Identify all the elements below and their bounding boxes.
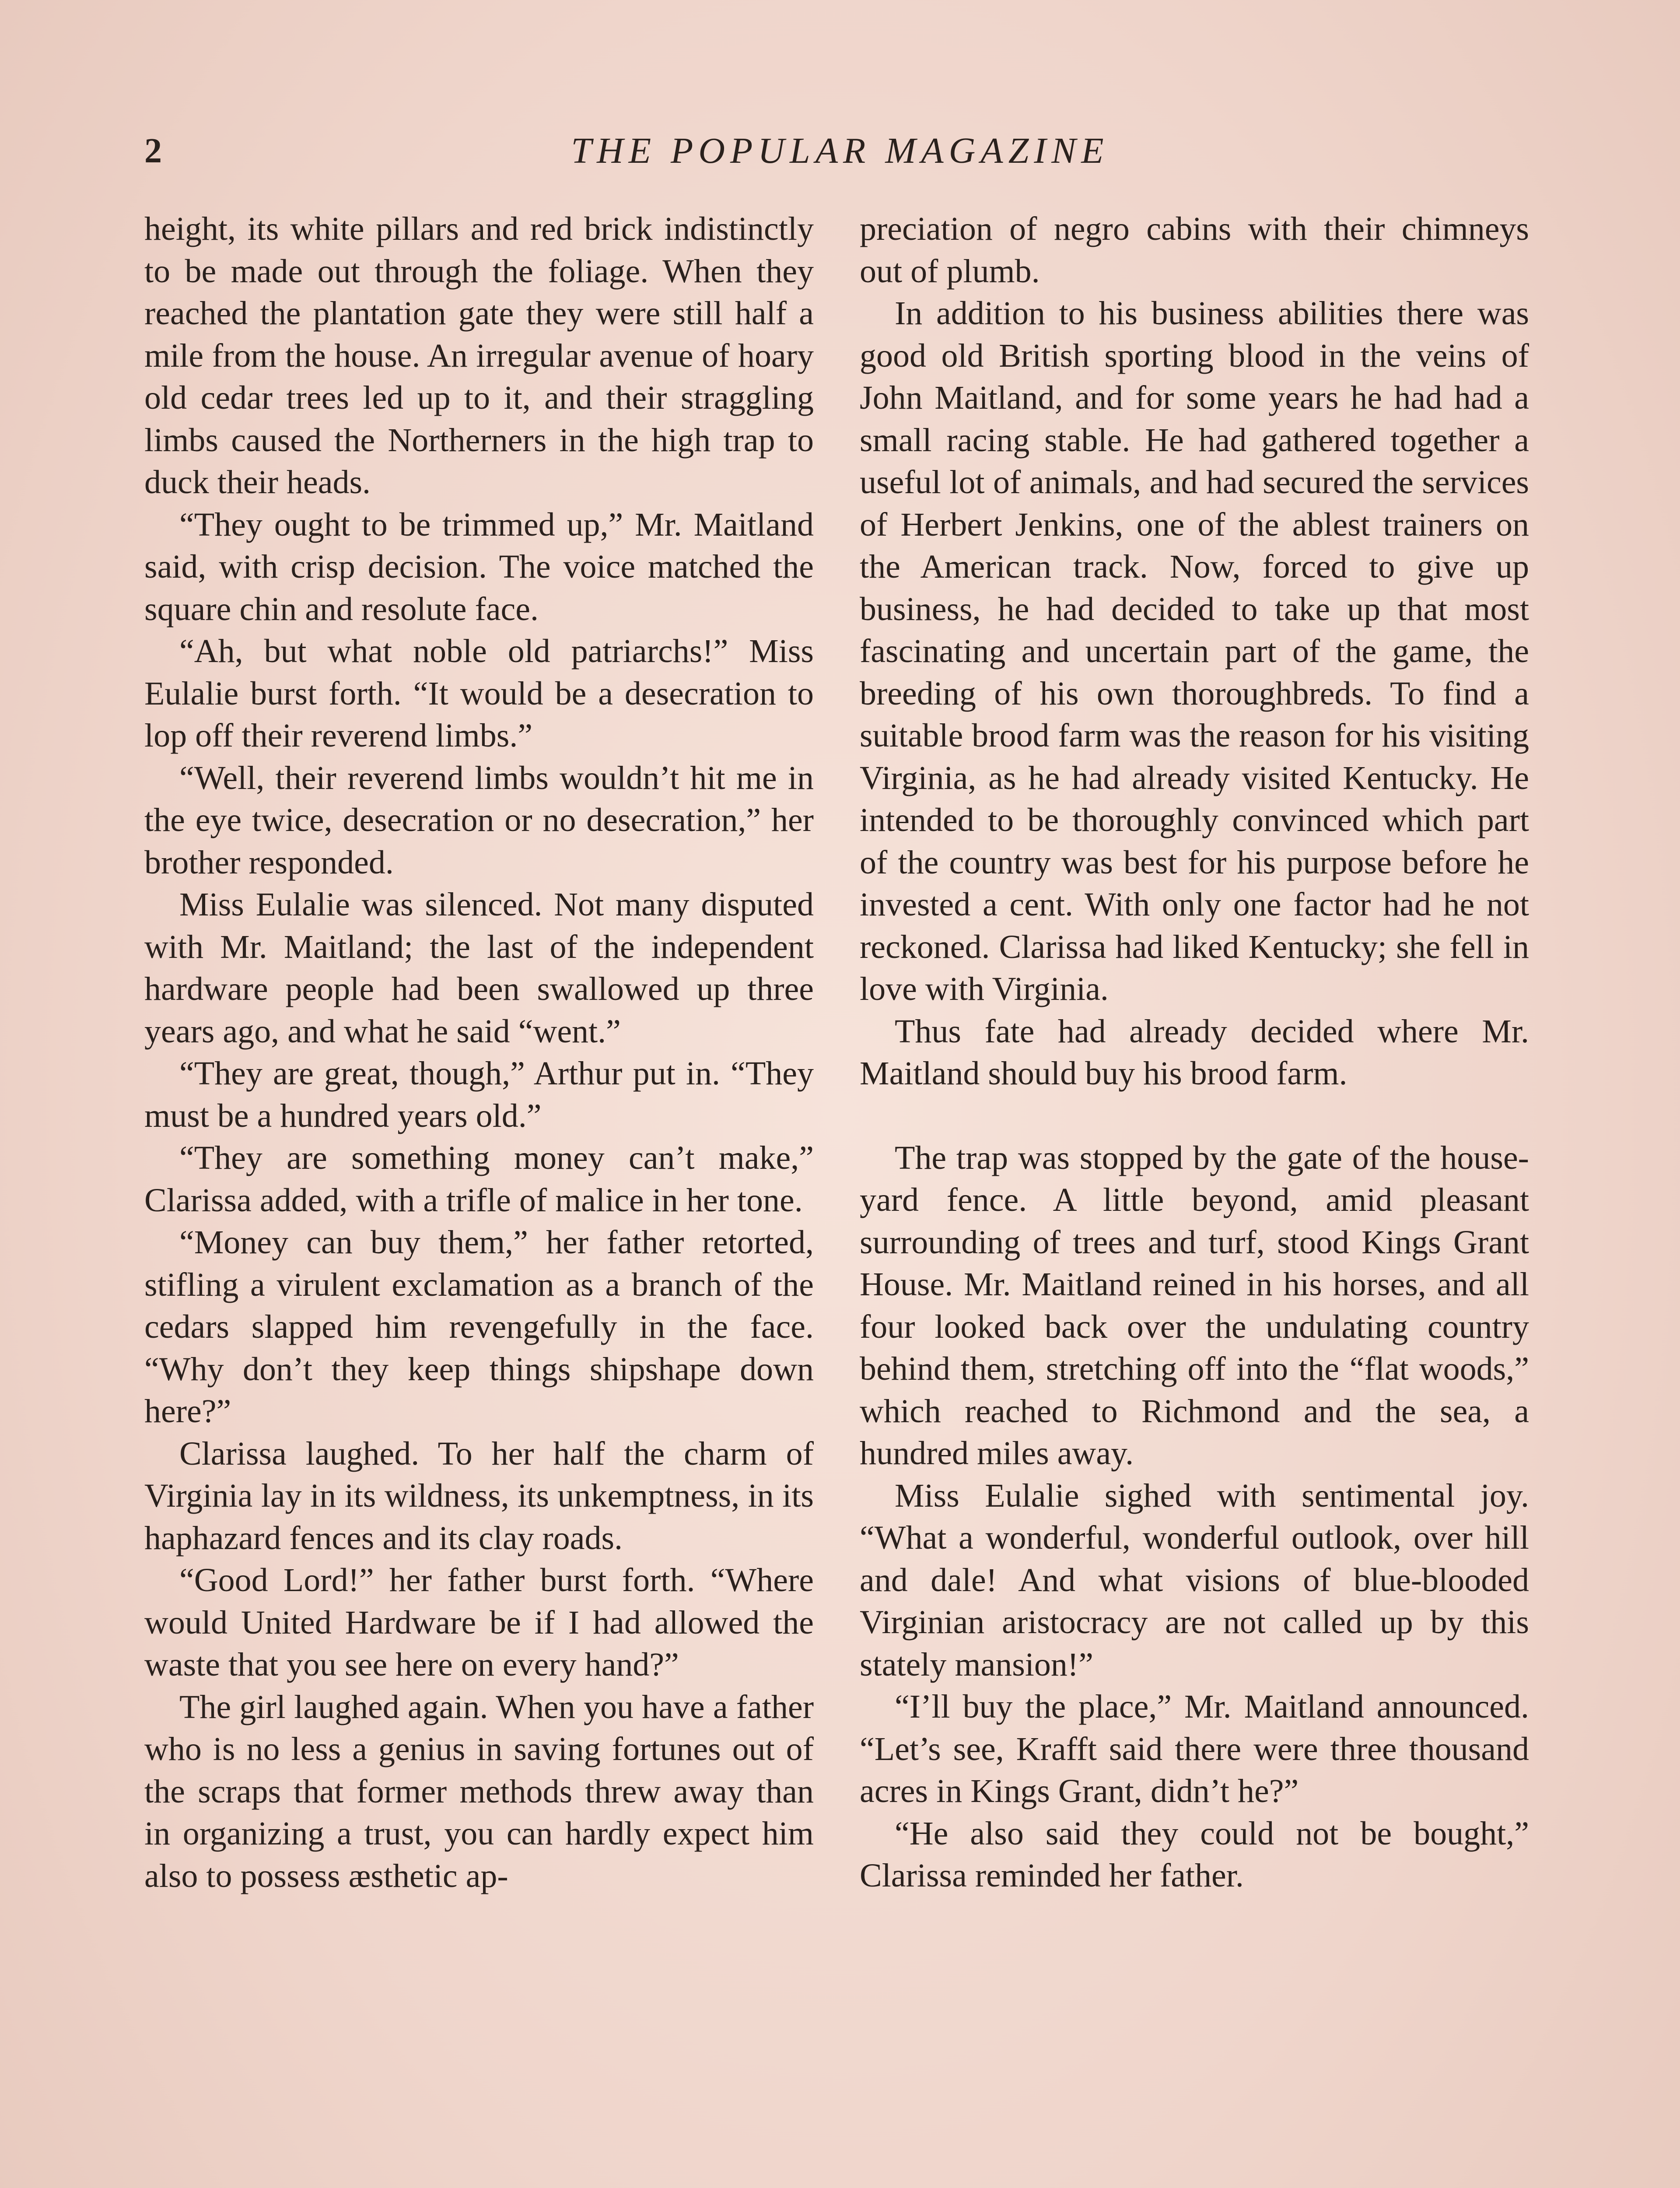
page-number: 2: [144, 132, 162, 170]
paragraph: Miss Eulalie sighed with sentimental joy. “What a wonderful, wonderful outlook, over hill and dale! And what visions of blue-blooded Virginian aristocracy are not called up by this stately mansion!”: [860, 1477, 1529, 1683]
paragraph: preciation of negro cabins with their chimneys out of plumb.: [860, 210, 1529, 290]
paragraph: “I’ll buy the place,” Mr. Maitland announced. “Let’s see, Krafft said there were three thousand acres in Kings Grant, didn’t he?”: [860, 1688, 1529, 1809]
paragraph: “They are something money can’t make,” Clarissa added, with a trifle of malice in her tone.: [144, 1140, 814, 1219]
page-header: [144, 127, 1536, 175]
running-head: THE POPULAR MAGAZINE: [571, 130, 1109, 171]
paragraph: Clarissa laughed. To her half the charm of Virginia lay in its wildness, its unkemptness, in its haphazard fences and its clay roads.: [144, 1435, 814, 1557]
paragraph: “Well, their reverend limbs wouldn’t hit me in the eye twice, desecration or no desecration,” her brother responded.: [144, 759, 814, 881]
right-column: [860, 208, 1529, 1897]
paragraph: In addition to his business abilities there was good old British sporting blood in the veins of John Maitland, and for some years he had had a small racing stable. He had gathered together a useful lot of animals, and had secured the services of Herbert Jenkins, one of the ablest trainers on the American track. Now, forced to give up business, he had decided to take up that most fascinating and uncertain part of the game, the breeding of his own thoroughbreds. To find a suitable brood farm was the reason for his visiting Virginia, as he had already visited Kentucky. He intended to be thoroughly convinced which part of the country was best for his purpose before he invested a cent. With only one factor had he not reckoned. Clarissa had liked Kentucky; she fell in love with Virginia.: [860, 295, 1529, 1007]
paragraph: “They are great, though,” Arthur put in. “They must be a hundred years old.”: [144, 1055, 814, 1134]
paragraph: height, its white pillars and red brick indistinctly to be made out through the foliage. When they reached the plantation gate they were still half a mile from the house. An irregular avenue of hoary old cedar trees led up to it, and their straggling limbs caused the Northerners in the high trap to duck their heads.: [144, 210, 814, 501]
paragraph: “Money can buy them,” her father retorted, stifling a virulent exclamation as a branch of the cedars slapped him revengefully in the face. “Why don’t they keep things shipshape down here?”: [144, 1224, 814, 1430]
paragraph: Thus fate had already decided where Mr. Maitland should buy his brood farm.: [860, 1013, 1529, 1092]
paragraph: The girl laughed again. When you have a father who is no less a genius in saving fortunes out of the scraps that former methods threw away than in organizing a trust, you can hardly expect him also to possess æsthetic ap-: [144, 1688, 814, 1894]
paragraph: The trap was stopped by the gate of the house-yard fence. A little beyond, amid pleasant surrounding of trees and turf, stood Kings Grant House. Mr. Maitland reined in his horses, and all four looked back over the undulating country behind them, stretching off into the “flat woods,” which reached to Richmond and the sea, a hundred miles away.: [860, 1139, 1529, 1472]
paragraph: “Good Lord!” her father burst forth. “Where would United Hardware be if I had allowed the waste that you see here on every hand?”: [144, 1562, 814, 1683]
paragraph: “He also said they could not be bought,” Clarissa reminded her father.: [860, 1815, 1529, 1894]
paragraph: “Ah, but what noble old patriarchs!” Miss Eulalie burst forth. “It would be a desecration to lop off their reverend limbs.”: [144, 633, 814, 754]
left-column: [144, 208, 814, 1897]
paragraph: Miss Eulalie was silenced. Not many disputed with Mr. Maitland; the last of the independent hardware people had been swallowed up three years ago, and what he said “went.”: [144, 886, 814, 1050]
paragraph: “They ought to be trimmed up,” Mr. Maitland said, with crisp decision. The voice matched the square chin and resolute face.: [144, 506, 814, 628]
